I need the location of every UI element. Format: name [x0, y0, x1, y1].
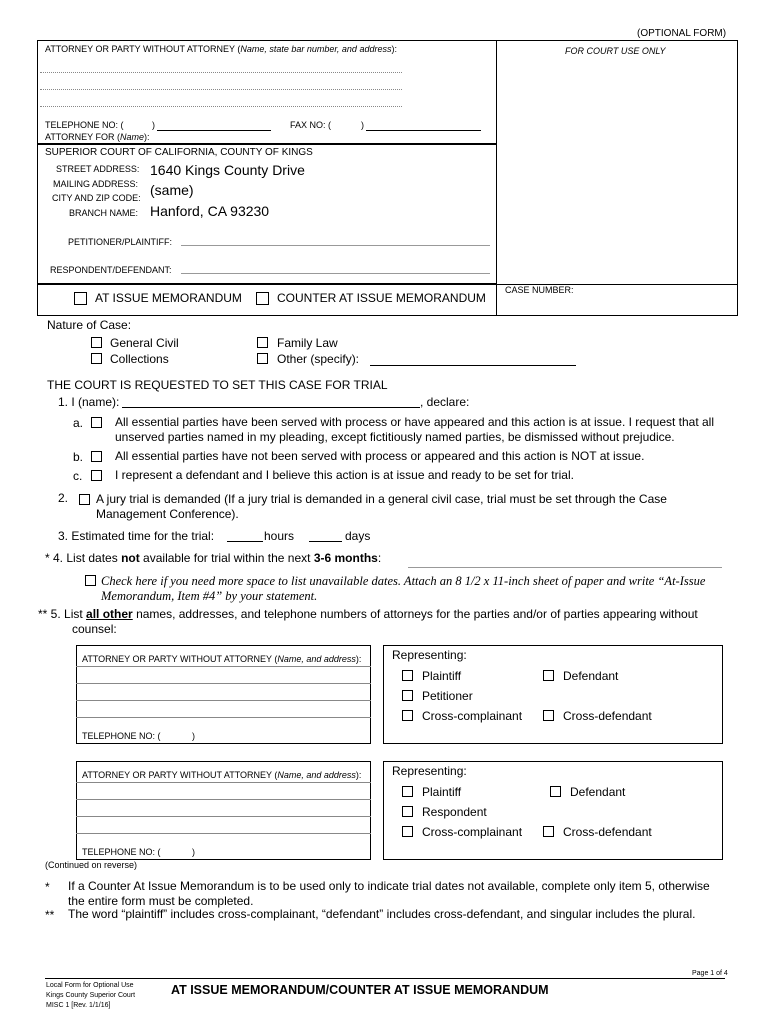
party1-representing-label: Representing:: [392, 648, 467, 662]
jury-trial-checkbox[interactable]: [79, 494, 90, 505]
party2-cross-defendant-checkbox[interactable]: [543, 826, 554, 837]
item5-label: ** 5. List all other names, addresses, and telephone numbers of attorneys for the parties and/or of parties appearing without: [38, 607, 698, 621]
street-value: 1640 Kings County Drive: [150, 162, 305, 178]
continued-label: (Continued on reverse): [45, 860, 138, 870]
court-use-label: FOR COURT USE ONLY: [565, 46, 666, 56]
unavailable-dates-field[interactable]: [408, 567, 722, 568]
item5-text-2: counsel:: [72, 622, 117, 636]
more-space-text-2: Memorandum, Item #4” by your statement.: [101, 589, 318, 603]
court-label: Kings County Superior Court: [46, 992, 136, 999]
fax-label: FAX NO: (: [290, 120, 332, 130]
item1c-checkbox[interactable]: [91, 470, 102, 481]
street-label: STREET ADDRESS:: [56, 164, 140, 174]
note1-text-2: the entire form must be completed.: [68, 894, 254, 908]
days-field[interactable]: [309, 541, 342, 542]
city-label: CITY AND ZIP CODE:: [52, 193, 141, 203]
hours-field[interactable]: [227, 541, 263, 542]
party2-representing-label: Representing:: [392, 764, 467, 778]
party2-address-line-3[interactable]: [76, 833, 371, 834]
party1-defendant-checkbox[interactable]: [543, 670, 554, 681]
item2-text-1: A jury trial is demanded (If a jury trial is demanded in a general civil case, trial must be set through the Case: [96, 492, 667, 506]
page-number: Page 1 of 4: [692, 970, 728, 977]
item4-label: * 4. List dates not available for trial within the next 3-6 months:: [45, 551, 382, 565]
city-value: Hanford, CA 93230: [150, 203, 270, 219]
party2-attorney-label: ATTORNEY OR PARTY WITHOUT ATTORNEY (Name, and address):: [82, 770, 362, 780]
form-id: MISC 1 [Rev. 1/1/16]: [46, 1002, 111, 1009]
counter-label: COUNTER AT ISSUE MEMORANDUM: [277, 291, 486, 305]
other-label: Other (specify):: [277, 352, 360, 366]
attorney-for-label: ATTORNEY FOR (Name):: [45, 132, 150, 142]
branch-label: BRANCH NAME:: [69, 208, 139, 218]
collections-checkbox[interactable]: [91, 353, 102, 364]
party2-cross-complainant-checkbox[interactable]: [402, 826, 413, 837]
party1-address-line-3[interactable]: [76, 717, 371, 718]
other-specify-field[interactable]: [370, 365, 576, 366]
court-name: SUPERIOR COURT OF CALIFORNIA, COUNTY OF KINGS: [45, 147, 313, 158]
days-label: days: [345, 529, 371, 543]
counter-checkbox[interactable]: [256, 292, 269, 305]
item2-text-2: Management Conference).: [96, 507, 239, 521]
item1a-checkbox[interactable]: [91, 417, 102, 428]
party1-telephone-label: TELEPHONE NO: (: [82, 731, 161, 741]
attorney-line-1[interactable]: [40, 72, 402, 73]
more-space-text-1: Check here if you need more space to list unavailable dates. Attach an 8 1/2 x 11-inch sheet of paper and write “At-Issue: [101, 574, 706, 588]
telephone-label: TELEPHONE NO: (: [45, 120, 124, 130]
local-form-label: Local Form for Optional Use: [46, 982, 134, 989]
other-checkbox[interactable]: [257, 353, 268, 364]
party2-address-line-2[interactable]: [76, 816, 371, 817]
family-law-checkbox[interactable]: [257, 337, 268, 348]
party1-cross-defendant-checkbox[interactable]: [543, 710, 554, 721]
item1a-text-1: All essential parties have been served with process or have appeared and this action is at issue. I request that all: [115, 415, 715, 429]
party2-address-line-1[interactable]: [76, 799, 371, 800]
party1-address-line-1[interactable]: [76, 683, 371, 684]
attorney-label: ATTORNEY OR PARTY WITHOUT ATTORNEY (Name, state bar number, and address):: [45, 44, 397, 54]
family-law-label: Family Law: [277, 336, 338, 350]
item1-label: 1. I (name):: [58, 395, 120, 409]
note2-text: The word “plaintiff” includes cross-complainant, “defendant” includes cross-defendant, and singular includes the plural.: [68, 907, 696, 921]
respondent-label: RESPONDENT/DEFENDANT:: [50, 265, 172, 275]
declarant-name-field[interactable]: [122, 407, 420, 408]
nature-label: Nature of Case:: [47, 318, 132, 332]
request-heading: THE COURT IS REQUESTED TO SET THIS CASE FOR TRIAL: [47, 378, 388, 392]
respondent-field[interactable]: [181, 273, 490, 274]
party1-address-line-2[interactable]: [76, 700, 371, 701]
party1-petitioner-checkbox[interactable]: [402, 690, 413, 701]
hours-label: hours: [264, 529, 295, 543]
attorney-line-2[interactable]: [40, 89, 402, 90]
more-space-checkbox[interactable]: [85, 575, 96, 586]
item1b-text: All essential parties have not been served with process or appeared and this action is NOT at issue.: [115, 449, 645, 463]
telephone-field[interactable]: [157, 130, 271, 131]
at-issue-checkbox[interactable]: [74, 292, 87, 305]
attorney-line-3[interactable]: [40, 106, 402, 107]
mailing-label: MAILING ADDRESS:: [53, 179, 139, 189]
party2-respondent-checkbox[interactable]: [402, 806, 413, 817]
item1b-checkbox[interactable]: [91, 451, 102, 462]
declare-label: , declare:: [420, 395, 470, 409]
footer-rule: [45, 978, 725, 979]
item1c-text: I represent a defendant and I believe this action is at issue and ready to be set for trial.: [115, 468, 574, 482]
footer-title: AT ISSUE MEMORANDUM/COUNTER AT ISSUE MEMORANDUM: [171, 983, 549, 997]
petitioner-field[interactable]: [181, 245, 490, 246]
case-number-label: CASE NUMBER:: [505, 285, 574, 295]
party2-plaintiff-checkbox[interactable]: [402, 786, 413, 797]
collections-label: Collections: [110, 352, 169, 366]
party1-cross-complainant-checkbox[interactable]: [402, 710, 413, 721]
general-civil-label: General Civil: [110, 336, 179, 350]
party2-telephone-label: TELEPHONE NO: (: [82, 847, 161, 857]
fax-field[interactable]: [366, 130, 481, 131]
item1a-text-2: unserved parties named in my pleading, except fictitiously named parties, be dismissed without prejudice.: [115, 430, 675, 444]
party2-defendant-checkbox[interactable]: [550, 786, 561, 797]
party1-plaintiff-checkbox[interactable]: [402, 670, 413, 681]
optional-form-label: (OPTIONAL FORM): [637, 28, 727, 39]
party1-attorney-label: ATTORNEY OR PARTY WITHOUT ATTORNEY (Name, and address):: [82, 654, 362, 664]
general-civil-checkbox[interactable]: [91, 337, 102, 348]
mailing-value: (same): [150, 182, 194, 198]
petitioner-label: PETITIONER/PLAINTIFF:: [68, 237, 173, 247]
item3-label: 3. Estimated time for the trial:: [58, 529, 215, 543]
court-use-box: [496, 40, 738, 316]
note1-text-1: If a Counter At Issue Memorandum is to be used only to indicate trial dates not available, complete only item 5, otherwise: [68, 879, 710, 893]
at-issue-label: AT ISSUE MEMORANDUM: [95, 291, 242, 305]
